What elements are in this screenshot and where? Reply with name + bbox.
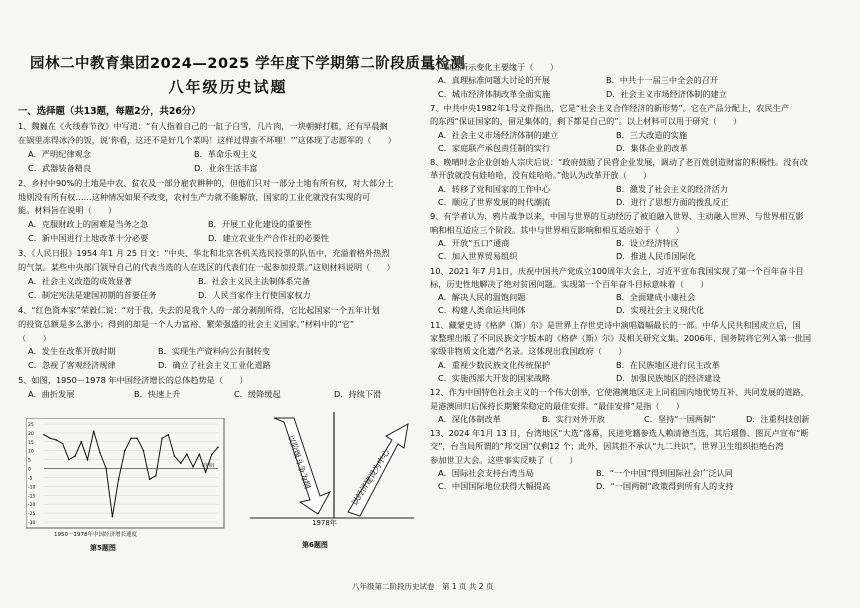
answer-option: A．曲折发展: [28, 389, 75, 400]
question-text: 地则没有所有权……这种情况如果不改变，农村生产力就不能解放，国家的工业化就没有实现的可: [18, 191, 371, 202]
answer-option: C．顺应了世界发展的时代潮流: [438, 197, 551, 207]
question-text: 家整理出版了不同民族文字版本的《格萨（斯）尔》及相关研究文集。2006年，国务院将它列入第一批国: [430, 333, 812, 343]
answer-option: B．三大改造的实施: [616, 129, 688, 140]
answer-option: B．开展工业化建设的重要性: [208, 219, 312, 230]
y-tick-label: 20: [28, 431, 34, 437]
question-text: 的投资总额是多么渺小；得到的却是一个人力富裕、繁荣强盛的社会主义国家。”材料中的“它”: [18, 318, 355, 329]
question-text: 5、如图，1950－1978 年中国经济增长的总体趋势是（ ）: [18, 375, 248, 386]
left-arrow-text: 以阶级斗争为纲: [286, 433, 312, 490]
data-point: [99, 452, 101, 454]
data-point: [56, 439, 58, 441]
answer-option: D．确立了社会主义工业化道路: [158, 360, 271, 371]
question-text: 家级非物质文化遗产名录。这体现出我国政府（ ）: [430, 346, 627, 357]
question-text: 8、晚晴时念企业创始人宗庆后说：“政府鼓励了民营企业发展，调动了老百姓创造财富的积极性。没有改: [430, 157, 808, 168]
answer-option: B．实行对外开放: [542, 413, 605, 424]
y-tick-label: 0: [28, 467, 31, 473]
answer-option: A．克服财政上的困难是当务之急: [28, 219, 149, 230]
data-point: [192, 466, 194, 468]
answer-option: C．武器装备精良: [28, 162, 92, 173]
question-text: 交”，台当局所谓的“邦交国”仅剩12 个；此外，因其拒不承认“九二共识”，世界卫生组织拒绝台湾: [430, 441, 784, 452]
data-point: [80, 441, 82, 443]
answer-option: A．严明纪律观念: [28, 148, 91, 159]
answer-option: C．忽视了客观经济规律: [28, 360, 116, 371]
question-text: 参加世卫大会。这些事实反映了（ ）: [430, 454, 578, 465]
question-text: 响和相互适应三个阶段。其中与世界相互影响和相互适应始于（ ）: [430, 224, 684, 235]
question-text: 12、作为中国特色社会主义的一个伟大创举，它使港澳地区走上同祖国内地优势互补、共同发展的道路，: [430, 387, 809, 398]
answer-option: A．真理标准问题大讨论的开展: [438, 75, 551, 86]
data-point: [143, 450, 145, 452]
chart-frame: [26, 418, 224, 528]
question-text: 1、魏巍在《火线春节夜》中写道：“有人指着自己的一缸子白雪，几片肉，一块朝鲜打糕，还有早晨搁: [18, 121, 388, 131]
y-tick-label: 10: [28, 449, 34, 455]
y-tick-label: -20: [28, 503, 36, 509]
right-arrow-text: 以经济建设为中心: [350, 448, 392, 508]
data-point: [112, 516, 114, 518]
data-point: [174, 455, 176, 457]
question-text: 革开放就没有娃哈哈，没有娃哈哈。”他认为改革开放（ ）: [430, 170, 652, 181]
data-point: [155, 475, 157, 477]
answer-option: B．实现生产资料向公有制转变: [158, 346, 271, 357]
answer-option: C．新中国进行土地改革十分必要: [28, 233, 149, 244]
data-point: [167, 434, 169, 436]
y-tick-label: 25: [28, 423, 34, 428]
figure-6-label: 第6题图: [302, 541, 328, 549]
answer-option: A．社会主义市场经济体制的建立: [438, 129, 559, 140]
answer-option: D．注重科技创新: [746, 413, 810, 424]
exam-subtitle: 八年级历史试题: [168, 78, 288, 96]
answer-option: C．构建人类命运共同体: [438, 305, 526, 316]
question-text: 7、中共中央1982年1号文件指出，它是“社会主义合作经济的新形势”。它在产品分配上，农民生产: [430, 102, 790, 113]
data-point: [124, 450, 126, 452]
answer-option: C．制定宪法是建国初期的首要任务: [28, 289, 157, 300]
figure-5: [26, 418, 226, 558]
question-text: 13、2024 年1月 13 日，台湾地区“大选”落幕，民进党籍参选人赖清德当选，其后瑙鲁、图瓦卢宣布“断: [430, 428, 809, 439]
answer-option: D．实现社会主义现代化: [616, 305, 705, 316]
answer-option: D．进行了思想方面的拨乱反正: [616, 197, 729, 207]
data-point: [199, 453, 201, 455]
question-text: 9、有学者认为，鸦片战争以来，中国与世界的互动经历了被迫融入世界、主动融入世界、与世界相互影: [430, 211, 804, 222]
answer-option: C．坚持“一国两制”: [644, 413, 716, 424]
answer-option: C．城市经济体制改革全面实施: [438, 88, 551, 99]
data-point: [180, 462, 182, 464]
question-text: 2、乡村中90%的土地是中农、贫农及一部分雇农耕种的，但他们只对一部分土地有所有权，对大部分土: [18, 177, 394, 188]
answer-option: A．社会主义改造的成效显著: [28, 275, 132, 286]
answer-option: B．设立经济特区: [616, 237, 679, 248]
question-text: 3、《人民日报》1954 年1 月 25 日文：“中央、华北和北京各机关选民投票的队伍中，充溢着格外热烈: [18, 248, 390, 259]
question-text: （ ）: [18, 332, 51, 343]
data-point: [149, 478, 151, 480]
answer-option: B．“一个中国”得到国际社会广泛认同: [596, 468, 733, 478]
answer-option: C．缓降缓起: [234, 389, 281, 400]
data-point: [68, 459, 70, 461]
y-tick-label: 5: [28, 458, 31, 464]
question-text: 的气氛。某些中央部门领导自己的代表当选的人在选区的代表们在一起参加投票。”这则材料说明（ ）: [18, 262, 395, 272]
data-point: [130, 437, 132, 439]
year-1978-label: 1978年: [312, 519, 337, 527]
y-tick-label: -25: [28, 512, 36, 518]
answer-option: D．集体企业的改革: [616, 142, 688, 153]
figure-5-label: 第5题图: [90, 544, 116, 552]
answer-option: B．在民族地区进行民主改革: [616, 359, 720, 370]
question-text: 11、藏蒙史诗《格萨（斯）尔》是世界上存世史诗中演唱篇幅最长的一部。中华人民共和国成立后，国: [430, 319, 801, 330]
answer-option: B．快速上升: [134, 389, 181, 400]
growth-line-chart: [26, 418, 226, 546]
section-heading: 一、选择题（共13题，每题2分，共26分）: [18, 106, 201, 117]
answer-option: D．人民当家作主行使国家权力: [198, 289, 311, 300]
answer-option: A．深化体制改革: [438, 413, 501, 424]
answer-option: D．加强民族地区的经济建设: [616, 372, 721, 383]
y-tick-label: -10: [28, 485, 36, 491]
answer-option: D．社会主义市场经济体制的建立: [606, 88, 727, 99]
data-point: [43, 434, 45, 436]
figure-6: [244, 410, 420, 560]
growth-series-line: [44, 431, 218, 517]
y-tick-label: 15: [28, 440, 34, 446]
answer-option: C．实施西部大开发的国家战略: [438, 372, 551, 383]
question-text: 在锅里冻得冰冷的饭，说‘你看，这还不是好几个菜吗！这样过得蛮不坏哩！’”这体现了志愿军的（ ）: [18, 134, 396, 145]
question-text: 标，历史性地解决了绝对贫困问题。实现第一个百年奋斗目标意味着（ ）: [430, 278, 709, 289]
answer-option: A．开放“五口”通商: [438, 237, 510, 248]
answer-option: A．转移了党和国家的工作中心: [438, 183, 551, 194]
data-point: [186, 453, 188, 455]
data-point: [211, 453, 213, 455]
data-point: [62, 443, 64, 445]
question-text: 能。材料旨在说明（ ）: [18, 205, 117, 216]
answer-option: B．全面建成小康社会: [616, 292, 696, 303]
y-tick-label: -30: [28, 521, 36, 526]
data-point: [118, 478, 120, 480]
policy-shift-diagram: [244, 410, 420, 530]
answer-option: A．解决人民的温饱问题: [438, 292, 526, 303]
question-text: 6、如图所示变化主要缘于（ ）: [430, 62, 559, 72]
y-tick-label: -15: [28, 494, 36, 500]
data-point: [105, 468, 107, 470]
chart-caption: 1950－1978年中国经济增长速度: [54, 532, 137, 538]
question-text: 是港澳回归后保持长期繁荣稳定的最佳安排。“最佳安排”是指（ ）: [430, 400, 685, 411]
answer-option: A．重视少数民族文化传统保护: [438, 359, 551, 370]
answer-option: D．推进人民币国际化: [616, 251, 696, 262]
x-axis-end-label: (年份): [202, 463, 215, 469]
answer-option: B．激发了社会主义的经济活力: [616, 183, 729, 194]
answer-option: D．持续下滑: [334, 389, 382, 400]
data-point: [74, 455, 76, 457]
data-point: [93, 430, 95, 432]
answer-option: B．社会主义民主法制体系完备: [198, 275, 311, 286]
question-text: 10、2021 年7 月1日，庆祝中国共产党成立100周年大会上，习近平宣布我国实现了第一个百年奋斗目: [430, 265, 804, 276]
page-footer: 八年级第二阶段历史试卷 第 1 页 共 2 页: [352, 582, 494, 591]
y-tick-label: -5: [28, 476, 33, 482]
question-text: 4、“红色资本家”荣毅仁说：“对于我，失去的是我个人的一部分剥削所得，它比起国家一个五年计划: [18, 304, 380, 315]
data-point: [161, 437, 163, 439]
answer-option: C．家庭联产承包责任制的实行: [438, 142, 551, 153]
data-point: [136, 437, 138, 439]
exam-title: 园林二中教育集团2024—2025 学年度下学期第二阶段质量检测: [30, 56, 466, 72]
answer-option: A．发生在改革开放时期: [28, 346, 116, 357]
answer-option: A．国际社会支持台湾当局: [438, 468, 534, 478]
data-point: [217, 446, 219, 448]
answer-option: B．革命乐观主义: [194, 148, 257, 159]
data-point: [205, 471, 207, 473]
answer-option: D．“一国两制”政策得到所有人的支持: [596, 481, 734, 492]
answer-option: C．加入世界贸易组织: [438, 251, 518, 262]
answer-option: C．中国国际地位获得大幅提高: [438, 481, 551, 492]
question-text: 的东西“保证国家的，留足集体的，剩下都是自己的”。以上材料可以用于研究（ ）: [430, 116, 742, 127]
answer-option: D．业余生活丰富: [194, 162, 258, 173]
data-point: [49, 437, 51, 439]
data-point: [87, 459, 89, 461]
answer-option: B．中共十一届三中全会的召开: [606, 75, 719, 86]
answer-option: D．建立农业生产合作社的必要性: [208, 233, 329, 244]
